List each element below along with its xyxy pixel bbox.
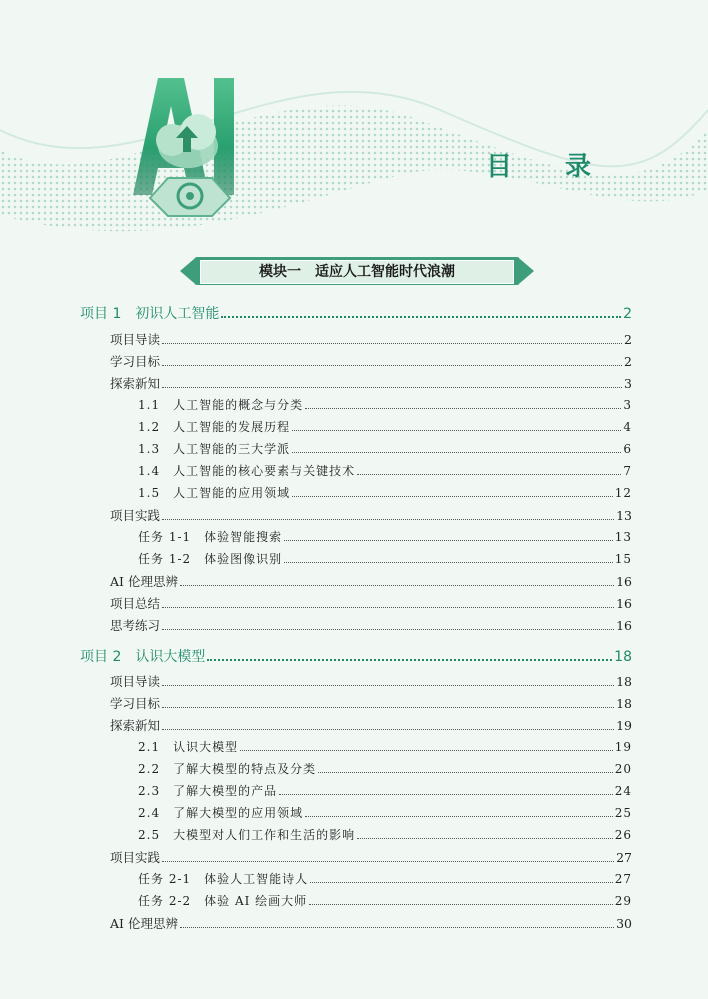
toc-entry-page: 18: [614, 649, 632, 665]
toc-entry-page: 27: [616, 850, 632, 865]
toc-entry-label: 探索新知: [110, 376, 161, 391]
toc-entry-label: 项目导读: [110, 332, 161, 347]
leader-dots: [162, 684, 614, 686]
toc-entry-page: 18: [616, 696, 632, 711]
toc-entry-label: 1.5 人工智能的应用领域: [138, 486, 291, 500]
module-title: 模块一 适应人工智能时代浪潮: [200, 260, 514, 284]
toc-entry-label: 项目实践: [110, 850, 161, 865]
toc-entry-label: 学习目标: [110, 696, 161, 711]
toc-entry-page: 7: [623, 464, 632, 478]
toc-entry-page: 25: [614, 806, 632, 820]
toc-entry-task[interactable]: [138, 892, 632, 909]
toc-entry[interactable]: [110, 914, 632, 932]
toc-entry[interactable]: [110, 374, 632, 392]
toc-entry[interactable]: [110, 594, 632, 612]
toc-entry-page: 2: [623, 306, 632, 322]
leader-dots: [162, 860, 614, 862]
toc-entry-label: 1.4 人工智能的核心要素与关键技术: [138, 464, 356, 478]
leader-dots: [357, 473, 621, 475]
header-artwork: [0, 0, 708, 250]
leader-dots: [162, 728, 614, 730]
leader-dots: [180, 926, 614, 928]
toc-entry-section[interactable]: [138, 738, 632, 755]
toc-entry[interactable]: [110, 694, 632, 712]
toc-entry-section[interactable]: [138, 484, 632, 501]
toc-entry-label: 2.4 了解大模型的应用领域: [138, 806, 304, 820]
toc-entry-page: 13: [616, 508, 632, 523]
leader-dots: [318, 771, 613, 773]
toc-entry-task[interactable]: [138, 550, 632, 567]
toc-entry-label: 项目实践: [110, 508, 161, 523]
toc-entry-section[interactable]: [138, 760, 632, 777]
toc-entry-label: 项目 1 初识人工智能: [80, 306, 220, 322]
leader-dots: [310, 881, 613, 883]
toc-entry-label: 项目总结: [110, 596, 161, 611]
toc-entry-label: 2.5 大模型对人们工作和生活的影响: [138, 828, 356, 842]
toc-entry-project[interactable]: [80, 646, 632, 666]
leader-dots: [162, 706, 614, 708]
toc-entry-section[interactable]: [138, 418, 632, 435]
leader-dots: [162, 364, 622, 366]
toc-entry-page: 26: [614, 828, 632, 842]
leader-dots: [221, 315, 621, 318]
banner-arrow-right-icon: [520, 259, 534, 283]
toc-entry-section[interactable]: [138, 782, 632, 799]
toc-entry-page: 12: [614, 486, 632, 500]
toc-entry-page: 4: [623, 420, 632, 434]
leader-dots: [292, 495, 613, 497]
toc-entry-label: 1.1 人工智能的概念与分类: [138, 398, 304, 412]
toc-entry-page: 3: [624, 376, 632, 391]
leader-dots: [284, 561, 613, 563]
toc-entry-section[interactable]: [138, 804, 632, 821]
toc-entry-page: 27: [614, 872, 632, 886]
toc-entry-page: 30: [616, 916, 632, 931]
leader-dots: [292, 451, 621, 453]
toc-entry-page: 16: [616, 618, 632, 633]
toc-entry-label: 探索新知: [110, 718, 161, 733]
leader-dots: [162, 518, 614, 520]
module-banner: [180, 255, 534, 287]
toc-entry-page: 16: [616, 574, 632, 589]
toc-entry-label: 任务 1-2 体验图像识别: [138, 552, 283, 566]
toc-entry[interactable]: [110, 848, 632, 866]
toc-entry[interactable]: [110, 352, 632, 370]
toc-entry[interactable]: [110, 330, 632, 348]
leader-dots: [309, 903, 613, 905]
toc-entry[interactable]: [110, 572, 632, 590]
toc-entry-project[interactable]: [80, 303, 632, 323]
toc-entry-label: 2.1 认识大模型: [138, 740, 239, 754]
gear-platform-icon: [150, 178, 230, 216]
toc-entry[interactable]: [110, 716, 632, 734]
toc-entry-section[interactable]: [138, 440, 632, 457]
leader-dots: [292, 429, 621, 431]
toc-entry-label: 项目导读: [110, 674, 161, 689]
toc-entry-section[interactable]: [138, 826, 632, 843]
leader-dots: [162, 386, 622, 388]
leader-dots: [305, 815, 613, 817]
toc-entry-page: 13: [614, 530, 632, 544]
leader-dots: [284, 539, 613, 541]
toc-entry-page: 2: [624, 332, 632, 347]
leader-dots: [240, 749, 613, 751]
toc-entry[interactable]: [110, 672, 632, 690]
leader-dots: [162, 606, 614, 608]
toc-entry-page: 3: [623, 398, 632, 412]
toc-entry-label: 学习目标: [110, 354, 161, 369]
toc-entry-page: 20: [614, 762, 632, 776]
leader-dots: [180, 584, 614, 586]
leader-dots: [357, 837, 613, 839]
toc-entry-task[interactable]: [138, 870, 632, 887]
leader-dots: [162, 342, 622, 344]
toc-entry-label: 任务 1-1 体验智能搜索: [138, 530, 283, 544]
leader-dots: [207, 658, 612, 661]
toc-entry-label: 2.3 了解大模型的产品: [138, 784, 278, 798]
toc-entry-section[interactable]: [138, 396, 632, 413]
toc-entry-label: 任务 2-2 体验 AI 绘画大师: [138, 894, 308, 908]
toc-entry-label: 2.2 了解大模型的特点及分类: [138, 762, 317, 776]
toc-entry-label: 项目 2 认识大模型: [80, 649, 206, 665]
toc-entry[interactable]: [110, 506, 632, 524]
toc-entry[interactable]: [110, 616, 632, 634]
toc-entry-task[interactable]: [138, 528, 632, 545]
leader-dots: [305, 407, 621, 409]
toc-entry-page: 18: [616, 674, 632, 689]
toc-entry-page: 2: [624, 354, 632, 369]
toc-entry-page: 19: [614, 740, 632, 754]
toc-entry-label: AI 伦理思辨: [110, 916, 178, 931]
toc-entry-label: 思考练习: [110, 618, 161, 633]
toc-entry-label: 1.2 人工智能的发展历程: [138, 420, 291, 434]
toc-entry-label: 1.3 人工智能的三大学派: [138, 442, 291, 456]
toc-entry-page: 29: [614, 894, 632, 908]
toc-entry-section[interactable]: [138, 462, 632, 479]
toc-entry-page: 6: [623, 442, 632, 456]
page-title: 目 录: [486, 152, 614, 182]
leader-dots: [279, 793, 613, 795]
toc-entry-page: 16: [616, 596, 632, 611]
toc-entry-label: AI 伦理思辨: [110, 574, 178, 589]
banner-arrow-left-icon: [180, 259, 194, 283]
toc-entry-page: 19: [616, 718, 632, 733]
toc-entry-label: 任务 2-1 体验人工智能诗人: [138, 872, 309, 886]
toc-entry-page: 24: [614, 784, 632, 798]
toc-entry-page: 15: [614, 552, 632, 566]
leader-dots: [162, 628, 614, 630]
